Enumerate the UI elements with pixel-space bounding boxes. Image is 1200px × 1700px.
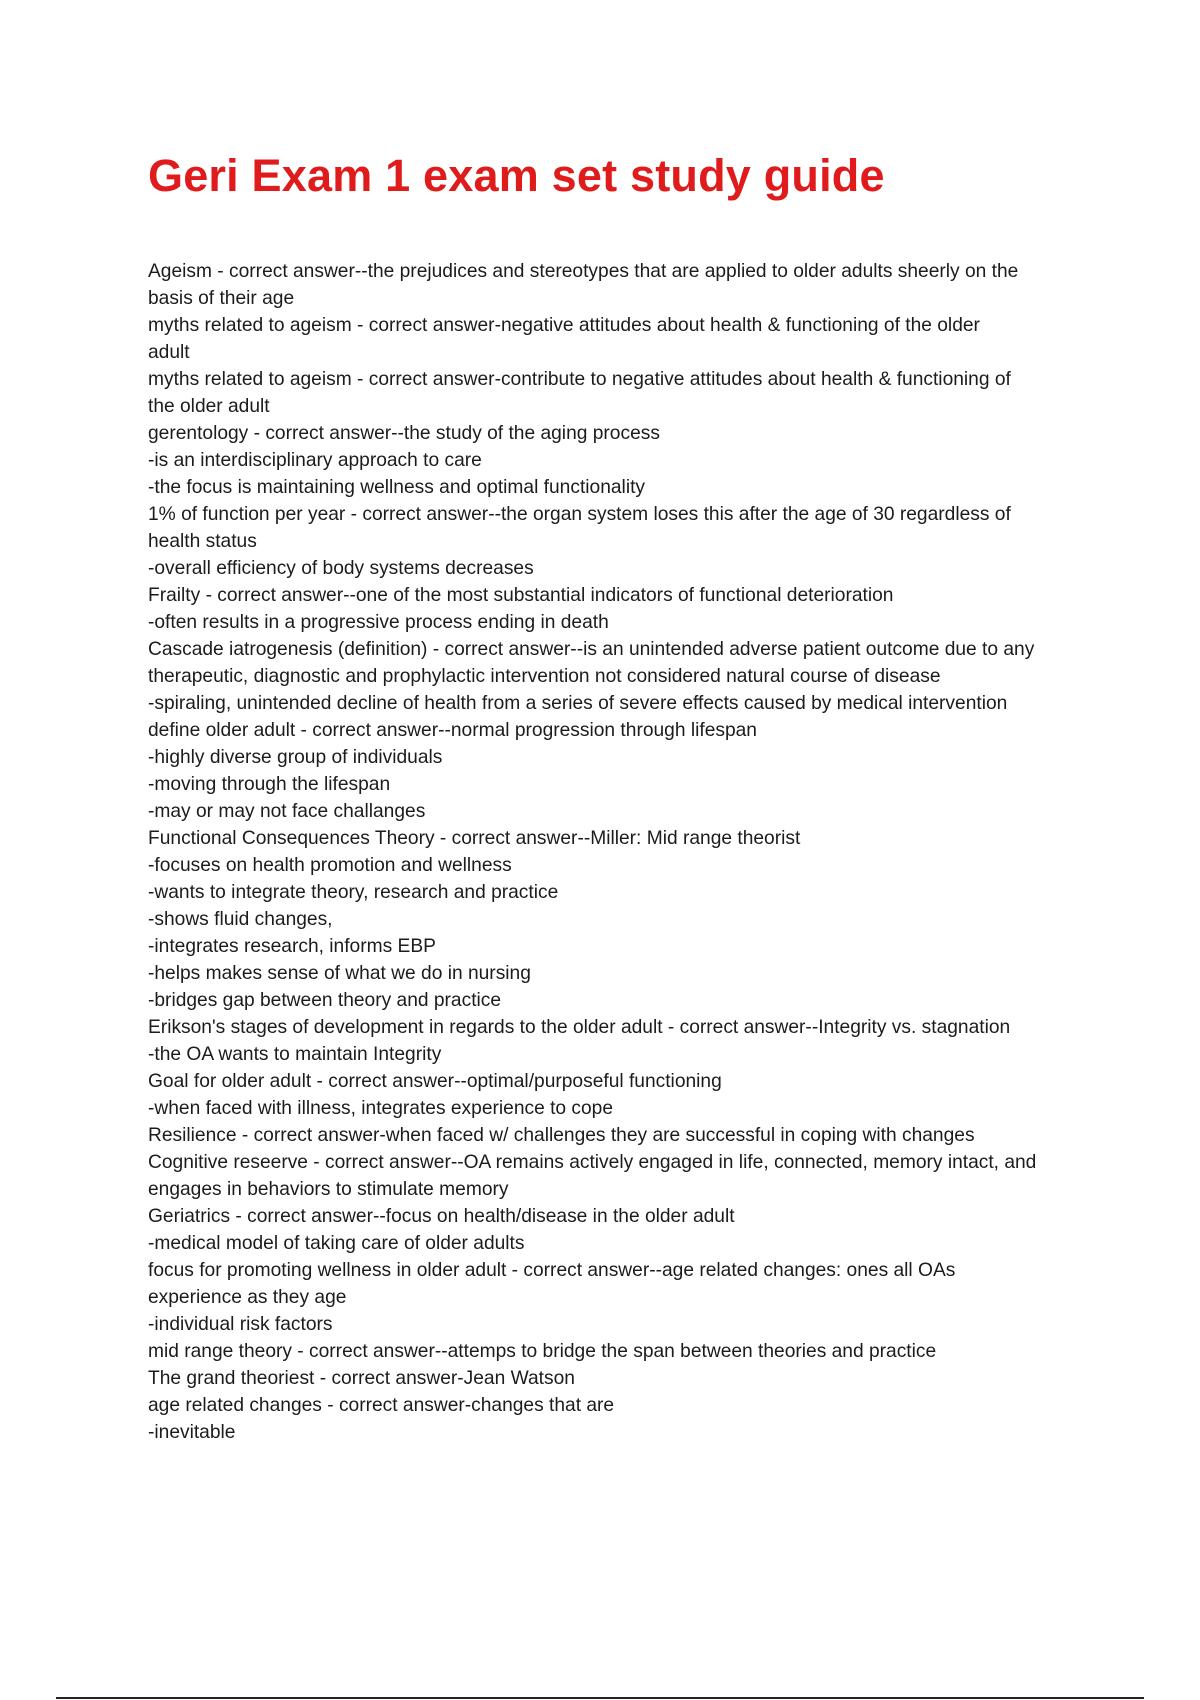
text-line: Geriatrics - correct answer--focus on health/disease in the older adult xyxy=(148,1206,735,1227)
text-line: experience as they age xyxy=(148,1287,347,1308)
text-line: health status xyxy=(148,531,257,552)
text-line: -highly diverse group of individuals xyxy=(148,747,443,768)
text-line: Functional Consequences Theory - correct answer--Miller: Mid range theorist xyxy=(148,828,801,849)
text-line: Goal for older adult - correct answer--optimal/purposeful functioning xyxy=(148,1071,722,1092)
text-line: Cognitive reseerve - correct answer--OA remains actively engaged in life, connected, memory intact, and xyxy=(148,1152,1037,1173)
text-line: -the focus is maintaining wellness and optimal functionality xyxy=(148,477,646,498)
text-line: -integrates research, informs EBP xyxy=(148,936,436,957)
text-line: age related changes - correct answer-changes that are xyxy=(148,1395,615,1416)
text-line: -inevitable xyxy=(148,1422,236,1443)
text-line: myths related to ageism - correct answer-contribute to negative attitudes about health & functioning of xyxy=(148,369,1011,390)
text-line: -focuses on health promotion and wellness xyxy=(148,855,512,876)
text-line: The grand theoriest - correct answer-Jean Watson xyxy=(148,1368,575,1389)
text-line: -often results in a progressive process ending in death xyxy=(148,612,609,633)
text-line: define older adult - correct answer--normal progression through lifespan xyxy=(148,720,757,741)
text-line: -medical model of taking care of older adults xyxy=(148,1233,525,1254)
study-guide-content xyxy=(148,258,1088,1446)
text-line: Cascade iatrogenesis (definition) - correct answer--is an unintended adverse patient outcome due to any xyxy=(148,639,1035,660)
text-line: myths related to ageism - correct answer-negative attitudes about health & functioning of the older xyxy=(148,315,980,336)
text-line: adult xyxy=(148,342,190,363)
text-line: -the OA wants to maintain Integrity xyxy=(148,1044,442,1065)
text-line: basis of their age xyxy=(148,288,295,309)
text-line: mid range theory - correct answer--attemps to bridge the span between theories and practice xyxy=(148,1341,937,1362)
text-line: focus for promoting wellness in older adult - correct answer--age related changes: ones all OAs xyxy=(148,1260,956,1281)
text-line: -helps makes sense of what we do in nursing xyxy=(148,963,531,984)
text-line: -may or may not face challanges xyxy=(148,801,426,822)
text-line: engages in behaviors to stimulate memory xyxy=(148,1179,509,1200)
text-line: -wants to integrate theory, research and practice xyxy=(148,882,559,903)
text-line: -when faced with illness, integrates experience to cope xyxy=(148,1098,614,1119)
text-line: -shows fluid changes, xyxy=(148,909,333,930)
text-line: -bridges gap between theory and practice xyxy=(148,990,502,1011)
text-line: 1% of function per year - correct answer--the organ system loses this after the age of 30 regardless of xyxy=(148,504,1011,525)
text-line: -moving through the lifespan xyxy=(148,774,391,795)
text-line: -overall efficiency of body systems decreases xyxy=(148,558,534,579)
text-line: -individual risk factors xyxy=(148,1314,333,1335)
text-line: Erikson's stages of development in regards to the older adult - correct answer--Integrity vs. stagnation xyxy=(148,1017,1011,1038)
text-line: Ageism - correct answer--the prejudices and stereotypes that are applied to older adults sheerly on the xyxy=(148,261,1019,282)
text-line: -spiraling, unintended decline of health from a series of severe effects caused by medical intervention xyxy=(148,693,1008,714)
text-line: -is an interdisciplinary approach to care xyxy=(148,450,482,471)
text-line: Resilience - correct answer-when faced w/ challenges they are successful in coping with changes xyxy=(148,1125,975,1146)
text-line: therapeutic, diagnostic and prophylactic intervention not considered natural course of disease xyxy=(148,666,941,687)
document-title: Geri Exam 1 exam set study guide xyxy=(148,150,885,201)
text-line: Frailty - correct answer--one of the most substantial indicators of functional deterioration xyxy=(148,585,894,606)
footer-divider xyxy=(56,1697,1144,1699)
text-line: gerentology - correct answer--the study of the aging process xyxy=(148,423,660,444)
text-line: the older adult xyxy=(148,396,270,417)
